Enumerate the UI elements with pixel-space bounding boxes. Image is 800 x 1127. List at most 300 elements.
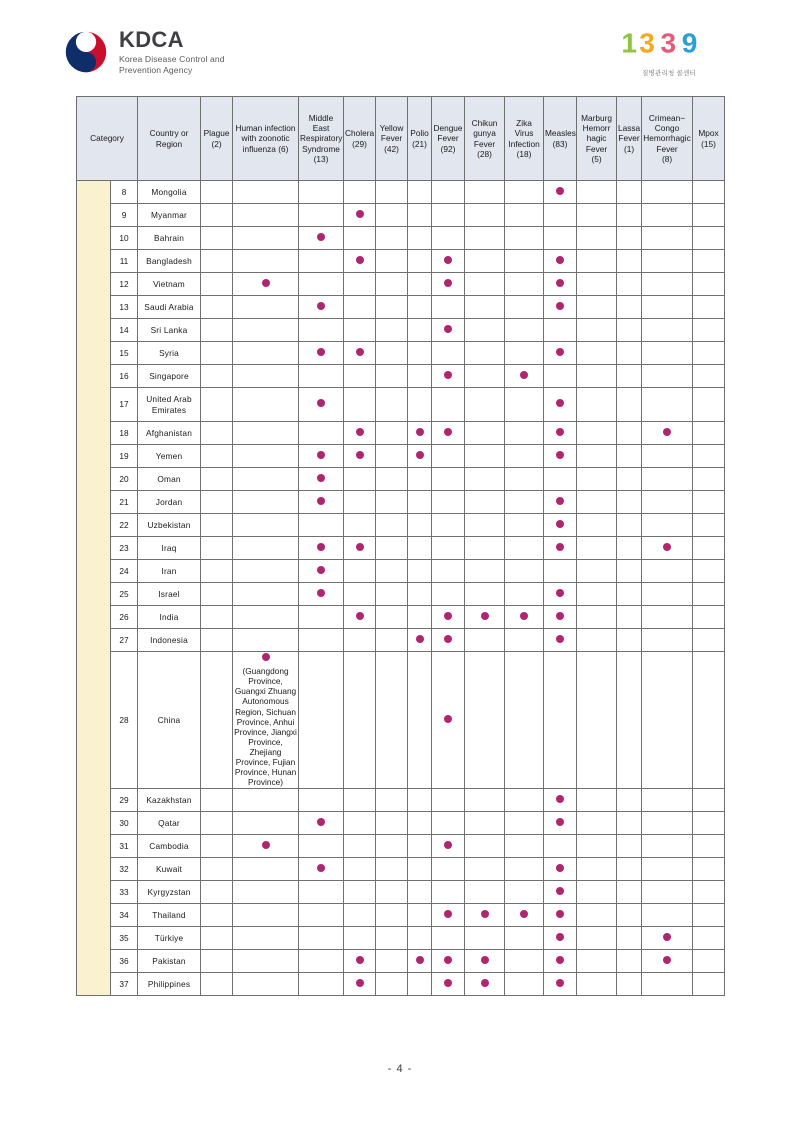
cell-israel-zika [505, 583, 544, 606]
cell-philippines-cholera [344, 973, 376, 996]
cell-oman-marburg [577, 468, 617, 491]
table-row [77, 537, 725, 560]
marker-dot [317, 348, 325, 356]
cell-kazakhstan-lassa [617, 789, 642, 812]
country-name-cell: Iran [138, 560, 201, 583]
svg-text:3: 3 [660, 27, 677, 59]
marker-dot [444, 715, 452, 723]
cell-bangladesh-mers [299, 250, 344, 273]
cell-indonesia-measles [544, 629, 577, 652]
marker-dot [556, 428, 564, 436]
cell-singapore-zoonotic_influenza [233, 365, 299, 388]
cell-uzbekistan-marburg [577, 514, 617, 537]
cell-cambodia-cchf [642, 835, 693, 858]
cell-iran-polio [408, 560, 432, 583]
cell-pakistan-marburg [577, 950, 617, 973]
page-footer [0, 1063, 800, 1075]
cell-india-cholera [344, 606, 376, 629]
cell-bangladesh-zoonotic_influenza [233, 250, 299, 273]
cell-singapore-mers [299, 365, 344, 388]
cell-thailand-lassa [617, 904, 642, 927]
cell-india-cchf [642, 606, 693, 629]
cell-china-yellow_fever [376, 652, 408, 789]
cell-myanmar-cchf [642, 204, 693, 227]
cell-thailand-yellow_fever [376, 904, 408, 927]
marker-dot [356, 348, 364, 356]
cell-yemen-marburg [577, 445, 617, 468]
cell-kuwait-plague [201, 858, 233, 881]
agency-name-line1: Korea Disease Control and [119, 54, 225, 65]
cell-yemen-dengue [432, 445, 465, 468]
marker-dot [416, 635, 424, 643]
marker-dot [356, 543, 364, 551]
cell-yemen-mpox [693, 445, 725, 468]
marker-dot [556, 910, 564, 918]
cell-bahrain-mers [299, 227, 344, 250]
china-province-note: (Guangdong Province, Guangxi Zhuang Autonomous Region, Sichuan Province, Anhui Province, Jiangxi Province, Zhejiang Province, Fujian Province, Hunan Province) [234, 666, 297, 788]
marker-dot [556, 187, 564, 195]
table-row [77, 342, 725, 365]
cell-yemen-zoonotic_influenza [233, 445, 299, 468]
cell-saudi-arabia-mers [299, 296, 344, 319]
cell-singapore-polio [408, 365, 432, 388]
country-name-cell: Iraq [138, 537, 201, 560]
cell-yemen-chikungunya [465, 445, 505, 468]
cell-vietnam-measles [544, 273, 577, 296]
cell-singapore-lassa [617, 365, 642, 388]
cell-kuwait-mpox [693, 858, 725, 881]
row-number: 18 [111, 422, 138, 445]
cell-qatar-zoonotic_influenza [233, 812, 299, 835]
cell-thailand-polio [408, 904, 432, 927]
cell-uzbekistan-lassa [617, 514, 642, 537]
cell-kazakhstan-polio [408, 789, 432, 812]
cell-türkiye-mers [299, 927, 344, 950]
cell-cambodia-lassa [617, 835, 642, 858]
marker-dot [481, 910, 489, 918]
cell-israel-mpox [693, 583, 725, 606]
cell-qatar-dengue [432, 812, 465, 835]
cell-singapore-chikungunya [465, 365, 505, 388]
table-row [77, 950, 725, 973]
cell-mongolia-dengue [432, 181, 465, 204]
cell-oman-lassa [617, 468, 642, 491]
cell-yemen-lassa [617, 445, 642, 468]
row-number: 19 [111, 445, 138, 468]
cell-kazakhstan-zika [505, 789, 544, 812]
cell-uzbekistan-cchf [642, 514, 693, 537]
table-row [77, 789, 725, 812]
cell-indonesia-polio [408, 629, 432, 652]
cell-jordan-zika [505, 491, 544, 514]
cell-singapore-plague [201, 365, 233, 388]
cell-uzbekistan-polio [408, 514, 432, 537]
cell-philippines-dengue [432, 973, 465, 996]
marker-dot [520, 910, 528, 918]
col-header-mers: Middle East Respiratory Syndrome (13) [299, 97, 344, 181]
cell-türkiye-chikungunya [465, 927, 505, 950]
cell-india-zoonotic_influenza [233, 606, 299, 629]
cell-kyrgyzstan-mers [299, 881, 344, 904]
cell-china-lassa [617, 652, 642, 789]
cell-türkiye-cchf [642, 927, 693, 950]
cell-mongolia-polio [408, 181, 432, 204]
cell-indonesia-lassa [617, 629, 642, 652]
cell-afghanistan-plague [201, 422, 233, 445]
cell-syria-zoonotic_influenza [233, 342, 299, 365]
cell-iran-mers [299, 560, 344, 583]
cell-kazakhstan-zoonotic_influenza [233, 789, 299, 812]
cell-bangladesh-yellow_fever [376, 250, 408, 273]
cell-israel-measles [544, 583, 577, 606]
cell-afghanistan-cholera [344, 422, 376, 445]
cell-philippines-measles [544, 973, 577, 996]
row-number: 9 [111, 204, 138, 227]
cell-singapore-measles [544, 365, 577, 388]
cell-qatar-lassa [617, 812, 642, 835]
col-header-polio: Polio (21) [408, 97, 432, 181]
cell-vietnam-plague [201, 273, 233, 296]
marker-dot [356, 612, 364, 620]
cell-qatar-chikungunya [465, 812, 505, 835]
cell-bahrain-marburg [577, 227, 617, 250]
row-number: 22 [111, 514, 138, 537]
cell-china-measles [544, 652, 577, 789]
cell-india-lassa [617, 606, 642, 629]
cell-singapore-mpox [693, 365, 725, 388]
cell-mongolia-zoonotic_influenza [233, 181, 299, 204]
cell-kyrgyzstan-cholera [344, 881, 376, 904]
cell-saudi-arabia-cchf [642, 296, 693, 319]
cell-yemen-polio [408, 445, 432, 468]
cell-kyrgyzstan-chikungunya [465, 881, 505, 904]
marker-dot [556, 979, 564, 987]
marker-dot [317, 864, 325, 872]
marker-dot [556, 795, 564, 803]
cell-saudi-arabia-yellow_fever [376, 296, 408, 319]
cell-israel-cchf [642, 583, 693, 606]
cell-thailand-mpox [693, 904, 725, 927]
row-number: 20 [111, 468, 138, 491]
cell-afghanistan-marburg [577, 422, 617, 445]
cell-kuwait-cholera [344, 858, 376, 881]
cell-afghanistan-zoonotic_influenza [233, 422, 299, 445]
marker-dot [663, 428, 671, 436]
cell-kuwait-measles [544, 858, 577, 881]
cell-bahrain-yellow_fever [376, 227, 408, 250]
marker-dot [556, 864, 564, 872]
row-number: 29 [111, 789, 138, 812]
cell-sri-lanka-polio [408, 319, 432, 342]
cell-iraq-yellow_fever [376, 537, 408, 560]
cell-myanmar-marburg [577, 204, 617, 227]
cell-israel-marburg [577, 583, 617, 606]
table-row [77, 812, 725, 835]
row-number: 31 [111, 835, 138, 858]
row-number: 12 [111, 273, 138, 296]
cell-oman-zika [505, 468, 544, 491]
cell-syria-measles [544, 342, 577, 365]
marker-dot [416, 956, 424, 964]
cell-syria-mpox [693, 342, 725, 365]
col-header-chikungunya: Chikun gunya Fever (28) [465, 97, 505, 181]
row-number: 30 [111, 812, 138, 835]
cell-singapore-marburg [577, 365, 617, 388]
cell-myanmar-chikungunya [465, 204, 505, 227]
taegeuk-icon [64, 30, 108, 74]
marker-dot [481, 979, 489, 987]
cell-mongolia-plague [201, 181, 233, 204]
cell-yemen-measles [544, 445, 577, 468]
cell-united-arab-emirates-mers [299, 388, 344, 422]
cell-pakistan-measles [544, 950, 577, 973]
category-cell [77, 181, 111, 996]
cell-united-arab-emirates-yellow_fever [376, 388, 408, 422]
cell-oman-mpox [693, 468, 725, 491]
country-name-cell: Jordan [138, 491, 201, 514]
row-number: 15 [111, 342, 138, 365]
marker-dot [444, 956, 452, 964]
agency-abbr: KDCA [119, 27, 184, 52]
marker-dot [556, 520, 564, 528]
cell-india-plague [201, 606, 233, 629]
cell-jordan-plague [201, 491, 233, 514]
cell-thailand-dengue [432, 904, 465, 927]
hotline-1339-logo [614, 26, 724, 77]
country-name-cell: Kazakhstan [138, 789, 201, 812]
cell-bangladesh-cchf [642, 250, 693, 273]
cell-oman-measles [544, 468, 577, 491]
marker-dot [663, 543, 671, 551]
cell-mongolia-cchf [642, 181, 693, 204]
cell-sri-lanka-chikungunya [465, 319, 505, 342]
table-row [77, 422, 725, 445]
cell-vietnam-cchf [642, 273, 693, 296]
cell-kuwait-mers [299, 858, 344, 881]
cell-jordan-measles [544, 491, 577, 514]
cell-syria-polio [408, 342, 432, 365]
row-number: 25 [111, 583, 138, 606]
marker-dot [556, 589, 564, 597]
cell-kyrgyzstan-plague [201, 881, 233, 904]
table-row [77, 973, 725, 996]
country-name-cell: Yemen [138, 445, 201, 468]
row-number: 26 [111, 606, 138, 629]
cell-türkiye-lassa [617, 927, 642, 950]
country-name-cell: Thailand [138, 904, 201, 927]
cell-india-mers [299, 606, 344, 629]
country-name-cell: Indonesia [138, 629, 201, 652]
cell-saudi-arabia-measles [544, 296, 577, 319]
table-row [77, 927, 725, 950]
cell-pakistan-cchf [642, 950, 693, 973]
cell-united-arab-emirates-chikungunya [465, 388, 505, 422]
country-name-cell: Syria [138, 342, 201, 365]
cell-bahrain-mpox [693, 227, 725, 250]
cell-cambodia-cholera [344, 835, 376, 858]
country-name-cell: Mongolia [138, 181, 201, 204]
country-name-cell: Kuwait [138, 858, 201, 881]
cell-china-cholera [344, 652, 376, 789]
cell-myanmar-measles [544, 204, 577, 227]
cell-pakistan-cholera [344, 950, 376, 973]
marker-dot [444, 325, 452, 333]
cell-saudi-arabia-zika [505, 296, 544, 319]
marker-dot [317, 399, 325, 407]
cell-cambodia-zoonotic_influenza [233, 835, 299, 858]
marker-dot [317, 233, 325, 241]
cell-kazakhstan-cchf [642, 789, 693, 812]
country-name-cell: Oman [138, 468, 201, 491]
page-number: - 4 - [387, 1063, 413, 1075]
cell-thailand-zoonotic_influenza [233, 904, 299, 927]
cell-uzbekistan-cholera [344, 514, 376, 537]
cell-bahrain-zoonotic_influenza [233, 227, 299, 250]
cell-bangladesh-marburg [577, 250, 617, 273]
cell-qatar-plague [201, 812, 233, 835]
cell-bahrain-dengue [432, 227, 465, 250]
cell-syria-cchf [642, 342, 693, 365]
cell-qatar-cholera [344, 812, 376, 835]
cell-kazakhstan-plague [201, 789, 233, 812]
cell-kazakhstan-mers [299, 789, 344, 812]
marker-dot [317, 543, 325, 551]
col-header-country: Country or Region [138, 97, 201, 181]
cell-kyrgyzstan-yellow_fever [376, 881, 408, 904]
cell-pakistan-plague [201, 950, 233, 973]
cell-iran-mpox [693, 560, 725, 583]
row-number: 28 [111, 652, 138, 789]
cell-kyrgyzstan-zoonotic_influenza [233, 881, 299, 904]
cell-kuwait-marburg [577, 858, 617, 881]
cell-türkiye-measles [544, 927, 577, 950]
cell-china-zika [505, 652, 544, 789]
cell-kazakhstan-marburg [577, 789, 617, 812]
svg-text:1: 1 [621, 27, 638, 59]
marker-dot [416, 428, 424, 436]
cell-myanmar-plague [201, 204, 233, 227]
cell-uzbekistan-mpox [693, 514, 725, 537]
cell-philippines-chikungunya [465, 973, 505, 996]
cell-philippines-zika [505, 973, 544, 996]
cell-uzbekistan-dengue [432, 514, 465, 537]
marker-dot [556, 256, 564, 264]
cell-türkiye-zoonotic_influenza [233, 927, 299, 950]
row-number: 27 [111, 629, 138, 652]
cell-türkiye-dengue [432, 927, 465, 950]
cell-türkiye-yellow_fever [376, 927, 408, 950]
cell-yemen-cchf [642, 445, 693, 468]
cell-mongolia-chikungunya [465, 181, 505, 204]
cell-oman-chikungunya [465, 468, 505, 491]
cell-kyrgyzstan-zika [505, 881, 544, 904]
table-row [77, 583, 725, 606]
cell-china-mpox [693, 652, 725, 789]
cell-iraq-measles [544, 537, 577, 560]
cell-singapore-cholera [344, 365, 376, 388]
cell-israel-chikungunya [465, 583, 505, 606]
cell-india-mpox [693, 606, 725, 629]
marker-dot [556, 612, 564, 620]
cell-philippines-plague [201, 973, 233, 996]
col-header-dengue: Dengue Fever (92) [432, 97, 465, 181]
cell-vietnam-cholera [344, 273, 376, 296]
infectious-disease-table [76, 96, 725, 996]
cell-türkiye-cholera [344, 927, 376, 950]
cell-saudi-arabia-plague [201, 296, 233, 319]
cell-iraq-zika [505, 537, 544, 560]
cell-sri-lanka-measles [544, 319, 577, 342]
cell-vietnam-dengue [432, 273, 465, 296]
row-number: 8 [111, 181, 138, 204]
country-name-cell: Bangladesh [138, 250, 201, 273]
cell-bangladesh-chikungunya [465, 250, 505, 273]
row-number: 10 [111, 227, 138, 250]
table-row [77, 273, 725, 296]
cell-iraq-plague [201, 537, 233, 560]
cell-philippines-yellow_fever [376, 973, 408, 996]
cell-kazakhstan-yellow_fever [376, 789, 408, 812]
cell-indonesia-chikungunya [465, 629, 505, 652]
row-number: 14 [111, 319, 138, 342]
cell-myanmar-mers [299, 204, 344, 227]
cell-cambodia-dengue [432, 835, 465, 858]
marker-dot [444, 428, 452, 436]
cell-china-mers [299, 652, 344, 789]
cell-thailand-zika [505, 904, 544, 927]
table-row [77, 491, 725, 514]
table-row [77, 204, 725, 227]
cell-thailand-cchf [642, 904, 693, 927]
cell-kuwait-polio [408, 858, 432, 881]
col-header-marburg: Marburg Hemorr hagic Fever (5) [577, 97, 617, 181]
cell-mongolia-marburg [577, 181, 617, 204]
cell-indonesia-mpox [693, 629, 725, 652]
cell-india-dengue [432, 606, 465, 629]
marker-dot [556, 887, 564, 895]
cell-vietnam-mpox [693, 273, 725, 296]
table-row [77, 296, 725, 319]
cell-myanmar-dengue [432, 204, 465, 227]
cell-yemen-zika [505, 445, 544, 468]
cell-oman-zoonotic_influenza [233, 468, 299, 491]
cell-oman-cchf [642, 468, 693, 491]
cell-afghanistan-zika [505, 422, 544, 445]
cell-syria-plague [201, 342, 233, 365]
cell-thailand-plague [201, 904, 233, 927]
kdca-wordmark [119, 28, 225, 76]
marker-dot [444, 841, 452, 849]
cell-united-arab-emirates-mpox [693, 388, 725, 422]
cell-philippines-polio [408, 973, 432, 996]
cell-türkiye-mpox [693, 927, 725, 950]
cell-türkiye-marburg [577, 927, 617, 950]
cell-israel-polio [408, 583, 432, 606]
marker-dot [520, 612, 528, 620]
cell-sri-lanka-zika [505, 319, 544, 342]
marker-dot [444, 256, 452, 264]
cell-kuwait-cchf [642, 858, 693, 881]
cell-uzbekistan-plague [201, 514, 233, 537]
agency-name-line2: Prevention Agency [119, 65, 193, 76]
cell-kazakhstan-chikungunya [465, 789, 505, 812]
cell-united-arab-emirates-cholera [344, 388, 376, 422]
cell-bangladesh-measles [544, 250, 577, 273]
cell-thailand-measles [544, 904, 577, 927]
marker-dot [356, 956, 364, 964]
table-row [77, 468, 725, 491]
cell-myanmar-zoonotic_influenza [233, 204, 299, 227]
